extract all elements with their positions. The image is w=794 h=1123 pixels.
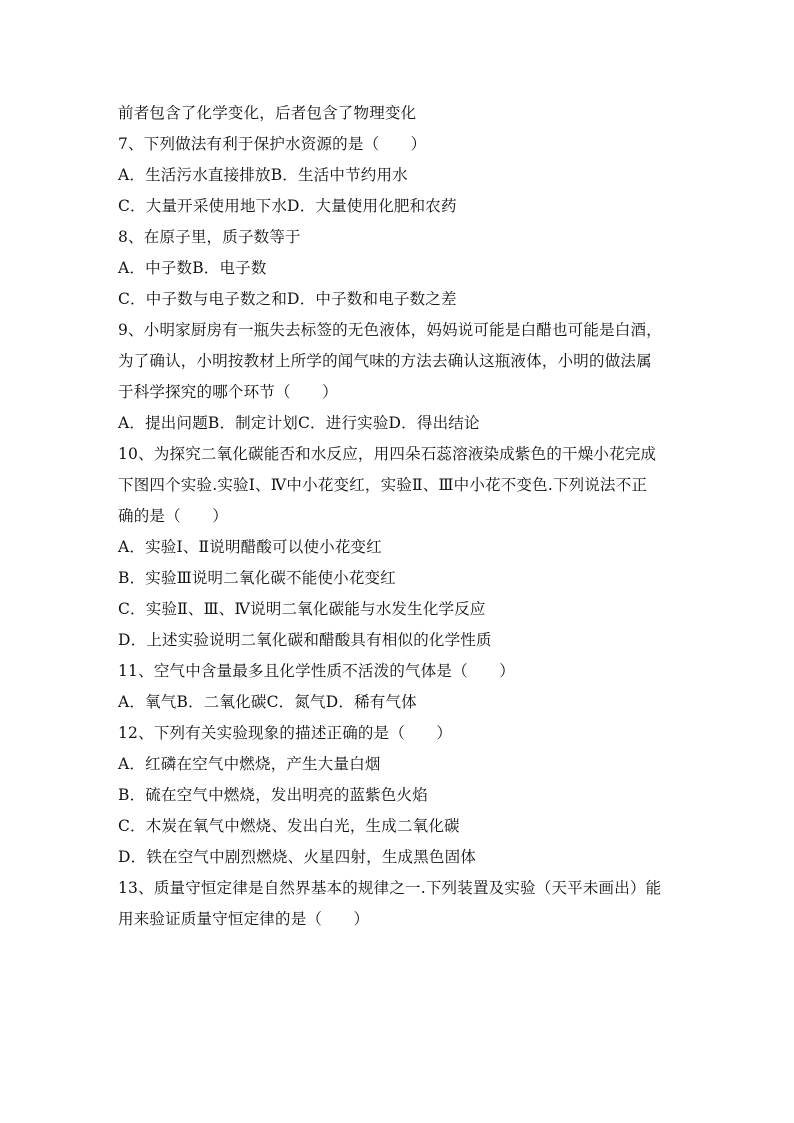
question-9-options: A．提出问题B．制定计划C．进行实验D．得出结论 bbox=[118, 414, 480, 432]
text-line: 前者包含了化学变化，后者包含了物理变化 bbox=[118, 104, 417, 122]
question-12-option-a: A．红磷在空气中燃烧，产生大量白烟 bbox=[118, 755, 381, 773]
question-12-stem: 12、下列有关实验现象的描述正确的是（ ） bbox=[118, 724, 453, 742]
question-7-stem: 7、下列做法有利于保护水资源的是（ ） bbox=[118, 135, 427, 153]
question-7-options-ab: A．生活污水直接排放B．生活中节约用水 bbox=[118, 166, 408, 184]
question-13-stem-line-1: 13、质量守恒定律是自然界基本的规律之一.下列装置及实验（天平未画出）能 bbox=[118, 879, 662, 897]
question-10-stem-line-1: 10、为探究二氧化碳能否和水反应，用四朵石蕊溶液染成紫色的干燥小花完成 bbox=[118, 445, 657, 463]
question-12-option-b: B．硫在空气中燃烧，发出明亮的蓝紫色火焰 bbox=[118, 786, 428, 804]
question-12-option-c: C．木炭在氧气中燃烧、发出白光，生成二氧化碳 bbox=[118, 817, 460, 835]
question-11-options: A．氧气B．二氧化碳C．氮气D．稀有气体 bbox=[118, 693, 417, 711]
question-10-option-b: B．实验Ⅲ说明二氧化碳不能使小花变红 bbox=[118, 569, 396, 587]
question-9-stem-line-3: 于科学探究的哪个环节（ ） bbox=[118, 383, 338, 401]
question-10-option-c: C．实验Ⅱ、Ⅲ、Ⅳ说明二氧化碳能与水发生化学反应 bbox=[118, 600, 486, 618]
question-11-stem: 11、空气中含量最多且化学性质不活泼的气体是（ ） bbox=[118, 662, 515, 680]
question-10-stem-line-3: 确的是（ ） bbox=[118, 507, 228, 525]
question-12-option-d: D．铁在空气中剧烈燃烧、火星四射，生成黑色固体 bbox=[118, 848, 477, 866]
question-13-stem-line-2: 用来验证质量守恒定律的是（ ） bbox=[118, 910, 370, 928]
question-9-stem-line-1: 9、小明家厨房有一瓶失去标签的无色液体，妈妈说可能是白醋也可能是白酒， bbox=[118, 321, 662, 339]
question-10-option-d: D．上述实验说明二氧化碳和醋酸具有相似的化学性质 bbox=[118, 631, 492, 649]
question-7-options-cd: C．大量开采使用地下水D．大量使用化肥和农药 bbox=[118, 197, 457, 215]
question-8-options-cd: C．中子数与电子数之和D．中子数和电子数之差 bbox=[118, 290, 457, 308]
question-10-stem-line-2: 下图四个实验.实验Ⅰ、Ⅳ中小花变红，实验Ⅱ、Ⅲ中小花不变色.下列说法不正 bbox=[118, 476, 648, 494]
document-body bbox=[118, 98, 688, 935]
question-10-option-a: A．实验Ⅰ、Ⅱ说明醋酸可以使小花变红 bbox=[118, 538, 382, 556]
question-9-stem-line-2: 为了确认，小明按教材上所学的闻气味的方法去确认这瓶液体，小明的做法属 bbox=[118, 352, 652, 370]
question-8-stem: 8、在原子里，质子数等于 bbox=[118, 228, 301, 246]
question-8-options-ab: A．中子数B．电子数 bbox=[118, 259, 267, 277]
